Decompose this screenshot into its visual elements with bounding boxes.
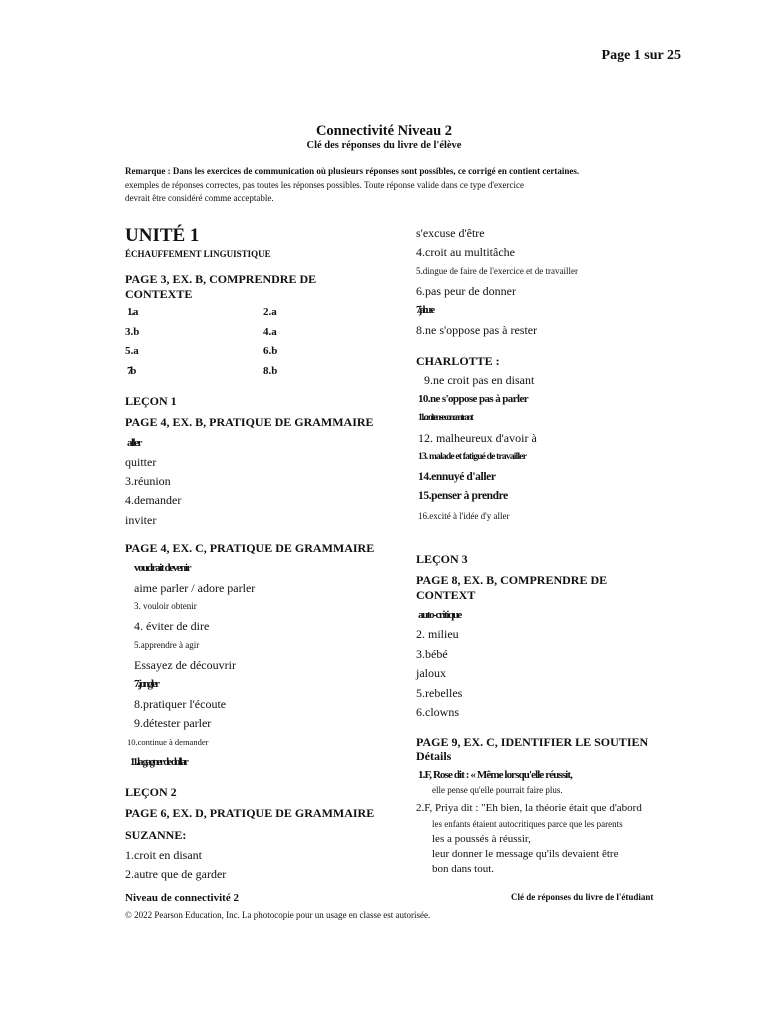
answer-line: elle pense qu'elle pourrait faire plus. [432,785,563,795]
answer-line: 10.ne s'oppose pas à parler [418,393,529,405]
remark-line-3: devrait être considéré comme acceptable. [125,193,274,203]
answer-1a: 1.a [127,306,138,318]
answer-line: 5.apprendre à agir [134,640,200,650]
document-subtitle: Clé des réponses du livre de l'élève [306,140,462,151]
answer-line: 16.excité à l'idée d'y aller [418,511,510,521]
section-heading-support: PAGE 9, EX. C, IDENTIFIER LE SOUTIEN [416,735,649,749]
answer-line: 7.jongler [134,678,158,690]
answer-line: 5.rebelles [416,686,463,700]
answer-line: 1.F, Rose dit : « Même lorsqu'elle réussit, [418,769,572,781]
answer-line: 11.croit en se concentrant [418,413,472,423]
warmup-heading: ÉCHAUFFEMENT LINGUISTIQUE [125,249,271,259]
answer-line: 7.jalouse [416,305,433,316]
answer-7b: 7.b [127,365,134,377]
answer-line: 9.ne croit pas en disant [424,373,535,387]
answer-line: les a poussés à réussir, [432,833,531,845]
section-heading-grammar-b: PAGE 4, EX. B, PRATIQUE DE GRAMMAIRE [125,415,374,429]
footer-level: Niveau de connectivité 2 [125,892,239,904]
section-heading-grammar-c: PAGE 4, EX. C, PRATIQUE DE GRAMMAIRE [125,541,375,555]
answer-line: auto-critique [418,609,461,621]
answer-line: 10.continue à demander [127,737,209,747]
answer-3b: 3.b [125,326,140,338]
section-heading-grammar-d: PAGE 6, EX. D, PRATIQUE DE GRAMMAIRE [125,806,375,820]
answer-line: 8.ne s'oppose pas à rester [416,323,538,337]
section-heading-context-b: PAGE 8, EX. B, COMPRENDRE DE CONTEXT [416,573,608,602]
speaker-charlotte: CHARLOTTE : [416,354,500,368]
footer-copyright: © 2022 Pearson Education, Inc. La photocopie pour un usage en classe est autorisée. [125,910,431,920]
footer-answer-key: Clé de réponses du livre de l'étudiant [511,892,654,902]
page-number: Page 1 sur 25 [601,48,681,63]
answer-line: 3. vouloir obtenir [134,601,197,611]
answer-5a: 5.a [125,345,139,357]
answer-line: 1.croit en disant [125,848,202,862]
answer-line: 12. malheureux d'avoir à [418,431,537,445]
document-title: Connectivité Niveau 2 [315,123,453,139]
answer-line: 11.la gagner de dollar [130,757,188,768]
answer-8b: 8.b [263,365,278,377]
answer-line: inviter [125,513,157,527]
answer-line: 9.détester parler [134,716,212,730]
answer-line: voudrait devenir [134,562,191,574]
answer-line: 14.ennuyé d'aller [418,471,496,483]
answer-line: les enfants étaient autocritiques parce que les parents [432,819,623,829]
lesson-3-heading: LEÇON 3 [416,552,468,566]
answer-line: 3.réunion [125,474,171,488]
answer-line: 4.croit au multitâche [416,245,515,259]
answer-line: 15.penser à prendre [418,490,508,502]
answer-line: 3.bébé [416,647,448,661]
answer-line: 6.pas peur de donner [416,284,516,298]
answer-line: aime parler / adore parler [134,581,256,595]
answer-line: 8.pratiquer l'écoute [134,697,227,711]
answer-line: 5.dingue de faire de l'exercice et de travailler [416,266,579,276]
speaker-suzanne: SUZANNE: [125,828,187,842]
remark-line-1: Remarque : Dans les exercices de communication où plusieurs réponses sont possibles, ce corrigé en contient certaines. [125,166,580,176]
answer-line: 2.autre que de garder [125,867,227,881]
section-heading-context: PAGE 3, EX. B, COMPRENDRE DE CONTEXTE [125,272,317,301]
answer-line: 13. malade et fatigué de travailler [418,452,527,462]
lesson-2-heading: LEÇON 2 [125,785,177,799]
answer-line: jaloux [416,666,446,680]
answer-line: quitter [125,455,157,469]
answer-line: 2.F, Priya dit : "Eh bien, la théorie était que d'abord [416,802,642,814]
answer-line: bon dans tout. [432,863,495,875]
answer-line: leur donner le message qu'ils devaient être [432,848,619,860]
answer-line: 6.clowns [416,705,459,719]
unit-heading: UNITÉ 1 [125,225,200,246]
answer-line: 4.demander [125,493,182,507]
answer-line: aller [127,437,141,449]
answer-line: s'excuse d'être [416,226,485,240]
remark-line-2: exemples de réponses correctes, pas toutes les réponses possibles. Toute réponse valide dans ce type d'exercice [125,180,524,190]
answer-line: 4. éviter de dire [134,619,210,633]
answer-line: Essayez de découvrir [134,658,236,672]
lesson-1-heading: LEÇON 1 [125,394,177,408]
answer-4a: 4.a [263,326,277,338]
answer-6b: 6.b [263,345,278,357]
section-subheading-details: Détails [416,749,452,763]
answer-line: 2. milieu [416,627,459,641]
answer-2a: 2.a [263,306,277,318]
